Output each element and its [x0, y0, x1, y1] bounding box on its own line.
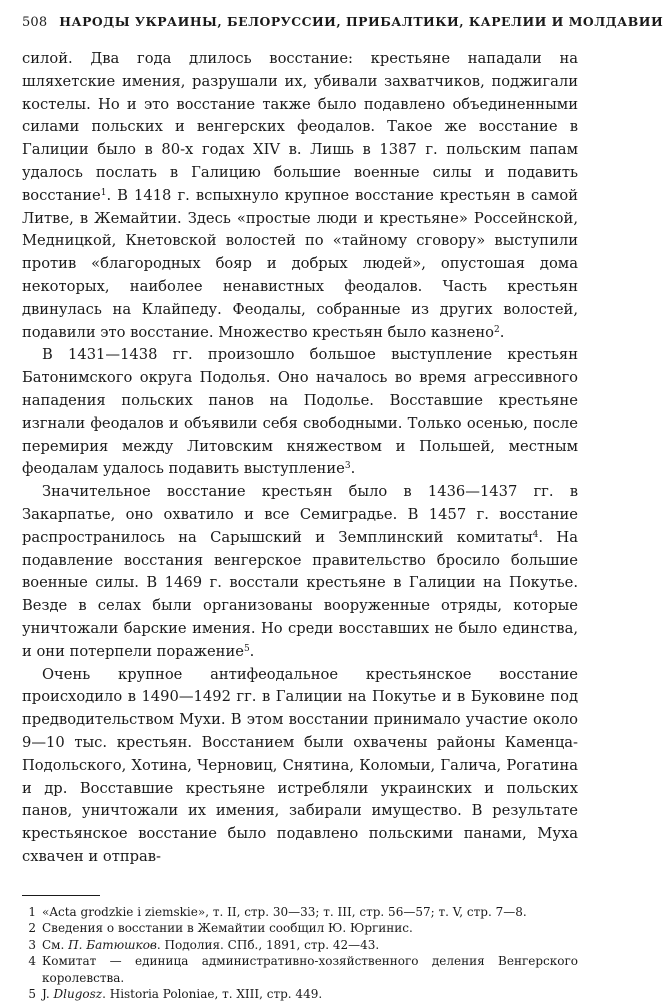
paragraph-2-text-b: . — [350, 460, 356, 478]
footnote-text: Комитат — единица административно-хозяйственного деления Венгерского королевства. — [42, 954, 578, 985]
footnote-4 — [22, 953, 578, 986]
footnote-ref-5: 5 — [243, 643, 250, 654]
paragraph-1-text-b: . В 1418 г. вспыхнуло крупное восстание крестьян в самой Литве, в Жемайтии. Здесь «простые люди и крестьяне» Россейнской, Медницкой, Кнетовской волостей по «тайному сговору» выступили против «благородных бояр и добрых людей», опустошая дома некоторых, наиболее ненавистных феодалов. Часть крестьян двинулась на Клайпеду. Феодалы, собранные из других волостей, подавили это восстание. Множество крестьян было казнено — [22, 186, 578, 341]
footnote-text: . Historia Poloniae, т. XIII, стр. 449. — [102, 987, 323, 1002]
main-text — [22, 48, 578, 869]
footnote-ref-2: 2 — [493, 324, 500, 335]
footnote-3 — [22, 937, 578, 954]
paragraph-3 — [22, 481, 578, 663]
footnote-divider — [22, 895, 100, 896]
footnote-ref-4: 4 — [532, 529, 539, 540]
footnote-author: П. Батюшков — [68, 937, 157, 952]
running-title: НАРОДЫ УКРАИНЫ, БЕЛОРУССИИ, ПРИБАЛТИКИ, КАРЕЛИИ И МОЛДАВИИ — [59, 14, 663, 29]
footnote-mark: 3 — [28, 937, 36, 952]
paragraph-4: Очень крупное антифеодальное крестьянское восстание происходило в 1490—1492 гг. в Галиции на Покутье и в Буковине под предводительством Мухи. В этом восстании принимало участие около 9—10 тыс. крестьян. Восстанием были охвачены районы Каменца-Подольского, Хотина, Черновиц, Снятина, Коломыи, Галича, Рогатина и др. Восставшие крестьяне истребляли украинских и польских панов, уничтожали их имения, забирали имущество. В результате крестьянское восстание было подавлено польскими панами, Муха схвачен и отправ- — [22, 665, 578, 865]
footnote-mark: 1 — [28, 904, 36, 919]
footnote-text: Сведения о восстании в Жемайтии сообщил Ю. Юргинис. — [42, 921, 413, 936]
paragraph-1 — [22, 48, 578, 344]
footnote-ref-1: 1 — [100, 187, 107, 198]
footnote-mark: 5 — [28, 987, 36, 1002]
footnote-1 — [22, 904, 578, 921]
footnote-mark: 4 — [28, 954, 36, 969]
footnote-text: . Подолия. СПб., 1891, стр. 42—43. — [156, 937, 380, 952]
page-number: 508 — [22, 15, 48, 30]
paragraph-2-text-a: В 1431—1438 гг. произошло большое выступление крестьян Батонимского округа Подолья. Оно началось во время агрессивного нападения польских панов на Подолье. Восставшие крестьяне изгнали феодалов и объявили себя свободными. Только осенью, после перемирия между Литовским княжеством и Польшей, местным феодалам удалось подавить выступление — [22, 346, 578, 478]
footnote-text: «Acta grodzkie i ziemskie», т. II, стр. 30—33; т. III, стр. 56—57; т. V, стр. 7—8. — [42, 904, 527, 919]
footnote-author: Dlugosz — [53, 987, 103, 1002]
footnote-mark: 2 — [28, 921, 36, 936]
paragraph-3-text-c: . — [249, 642, 255, 660]
paragraph-3-text-a: Значительное восстание крестьян было в 1436—1437 гг. в Закарпатье, оно охватило и все Семиградье. В 1457 г. восстание распространилось на Сарышский и Земплинский комитаты — [22, 483, 578, 546]
footnote-ref-3: 3 — [344, 461, 351, 472]
footnote-prefix: См. — [42, 937, 69, 952]
footnote-5 — [22, 986, 578, 1003]
running-header — [22, 14, 663, 30]
footnote-prefix: J. — [42, 987, 54, 1002]
paragraph-1-text-a: силой. Два года длилось восстание: крестьяне нападали на шляхетские имения, разрушали их, убивали захватчиков, поджигали костелы. Но и это восстание также было подавлено объединенными силами польских и венгерских феодалов. Такое же восстание в Галиции было в 80-х годах XIV в. Лишь в 1387 г. польским папам удалось послать в Галицию большие военные силы и подавить восстание — [22, 50, 578, 204]
paragraph-1-text-c: . — [499, 323, 505, 341]
paragraph-2 — [22, 344, 578, 481]
footnotes — [22, 904, 578, 1003]
paragraph-3-text-b: . На подавление восстания венгерское правительство бросило большие военные силы. В 1469 г. восстали крестьяне в Галиции на Покутье. Везде в селах были организованы вооруженные отряды, которые уничтожали барские имения. Но среди восставших не было единства, и они потерпели поражение — [22, 528, 578, 660]
footnote-2 — [22, 920, 578, 937]
